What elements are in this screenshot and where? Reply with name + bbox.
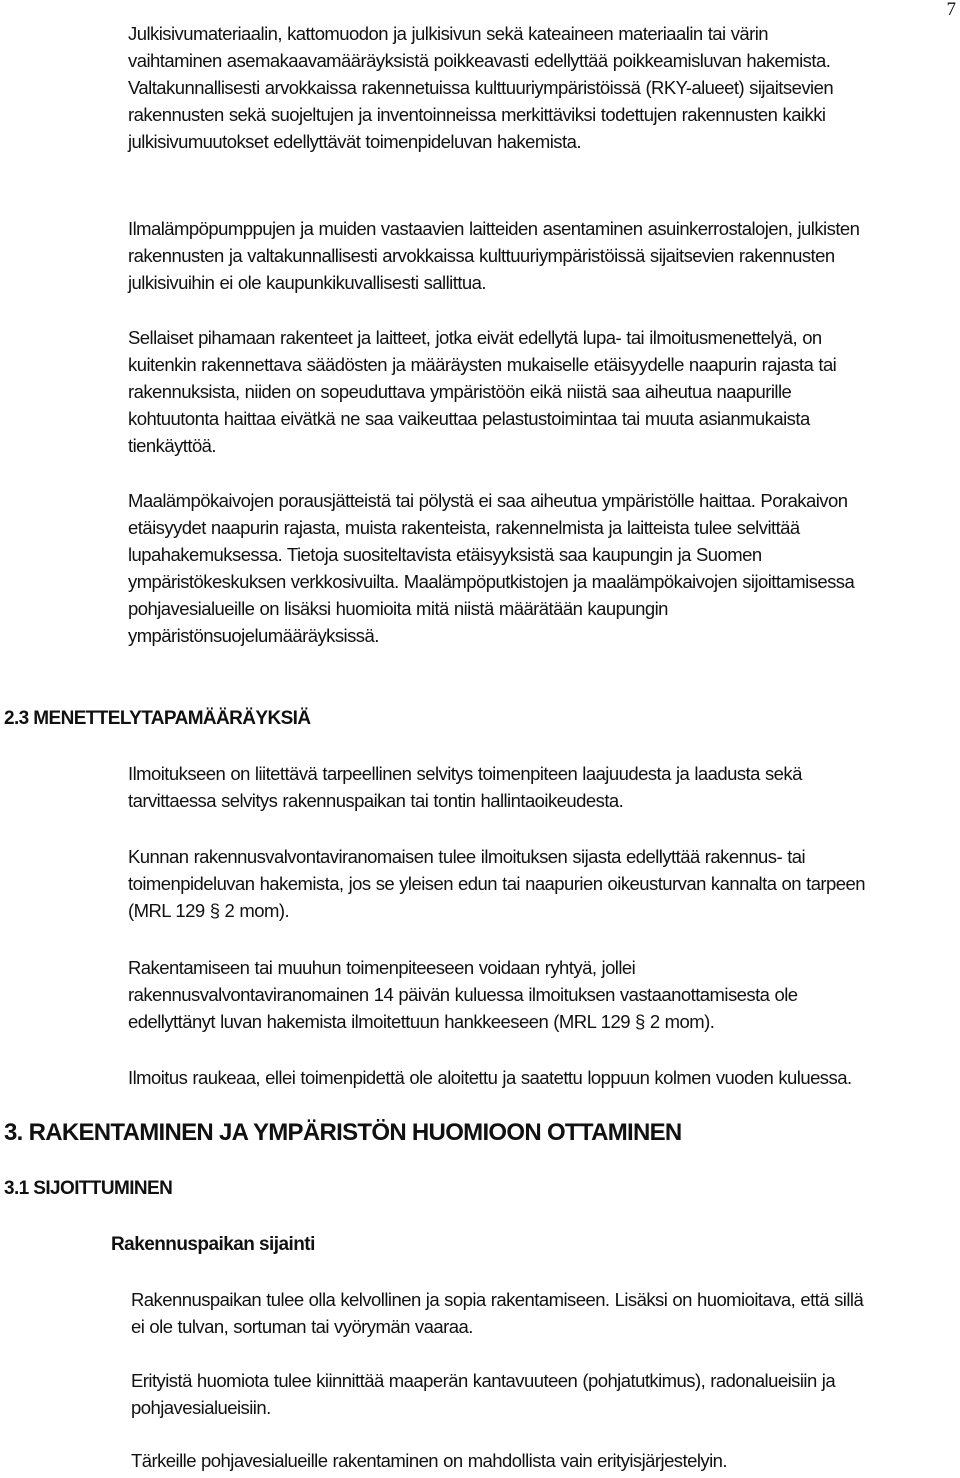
text-line: Kunnan rakennusvalvontaviranomaisen tulee ilmoituksen sijasta edellyttää rakennus- tai [128, 846, 806, 867]
text-line: Maalämpökaivojen porausjätteistä tai pölystä ei saa aiheutua ympäristölle haittaa. Porakaivon [128, 490, 848, 511]
paragraph-facade-changes [128, 20, 958, 155]
text-line: Erityistä huomiota tulee kiinnittää maaperän kantavuuteen (pohjatutkimus), radonalueisiin ja [131, 1370, 836, 1391]
paragraph-notification-attachments [128, 760, 958, 814]
text-line: Valtakunnallisesti arvokkaissa rakennetuissa kulttuuriympäristöissä (RKY-alueet) sijaitsevien [128, 77, 834, 98]
text-line: etäisyydet naapurin rajasta, muista rakenteista, rakennelmista ja laitteista tulee selvittää [128, 517, 800, 538]
text-line: (MRL 129 § 2 mom). [128, 900, 290, 921]
text-line: julkisivumuutokset edellyttävät toimenpideluvan hakemista. [128, 131, 581, 152]
text-line: kohtuutonta haittaa eivätkä ne saa vaikeuttaa pelastustoimintaa tai muuta asianmukaista [128, 408, 810, 429]
section-heading-2-3: 2.3 MENETTELYTAPAMÄÄRÄYKSIÄ [4, 708, 311, 729]
text-line: rakennuksista, niiden on sopeuduttava ympäristöön eikä niistä saa aiheutua naapurille [128, 381, 792, 402]
text-line: pohjavesialueisiin. [131, 1397, 271, 1418]
section-heading-3: 3. RAKENTAMINEN JA YMPÄRISTÖN HUOMIOON OTTAMINEN [4, 1119, 682, 1146]
text-line: rakennusten sekä suojeltujen ja inventoinneissa merkittäviksi todettujen rakennusten kaikki [128, 104, 826, 125]
paragraph-groundwater-areas [131, 1447, 956, 1474]
text-line: Rakentamiseen tai muuhun toimenpiteeseen voidaan ryhtyä, jollei [128, 957, 636, 978]
paragraph-geothermal-wells [128, 487, 958, 649]
text-line: vaihtaminen asemakaavamääräyksistä poikkeavasti edellyttää poikkeamisluvan hakemista. [128, 50, 831, 71]
paragraph-soil-bearing [131, 1367, 956, 1421]
text-line: Ilmoitus raukeaa, ellei toimenpidettä ole aloitettu ja saatettu loppuun kolmen vuoden kuluessa. [128, 1067, 852, 1088]
text-line: Rakennuspaikan tulee olla kelvollinen ja sopia rakentamiseen. Lisäksi on huomioitava, että sillä [131, 1289, 864, 1310]
text-line: Julkisivumateriaalin, kattomuodon ja julkisivun sekä kateaineen materiaalin tai värin [128, 23, 769, 44]
text-line: ei ole tulvan, sortuman tai vyörymän vaaraa. [131, 1316, 473, 1337]
paragraph-notification-expiry [128, 1064, 958, 1091]
text-line: Ilmoitukseen on liitettävä tarpeellinen selvitys toimenpiteen laajuudesta ja laadusta sekä [128, 763, 802, 784]
text-line: tienkäyttöä. [128, 435, 217, 456]
text-line: ympäristönsuojelumääräyksissä. [128, 625, 379, 646]
text-line: rakennusvalvontaviranomainen 14 päivän kuluessa ilmoituksen vastaanottamisesta ole [128, 984, 798, 1005]
paragraph-start-construction [128, 954, 958, 1035]
text-line: julkisivuihin ei ole kaupunkikuvallisesti sallittua. [128, 272, 486, 293]
text-line: toimenpideluvan hakemista, jos se yleisen edun tai naapurien oikeusturvan kannalta on tarpeen [128, 873, 865, 894]
paragraph-site-suitability [131, 1286, 956, 1340]
paragraph-permit-requirement [128, 843, 958, 924]
text-line: rakennusten ja valtakunnallisesti arvokkaissa kulttuuriympäristöissä sijaitsevien rakennusten [128, 245, 835, 266]
text-line: Tärkeille pohjavesialueille rakentaminen on mahdollista vain erityisjärjestelyin. [131, 1450, 727, 1471]
paragraph-yard-structures [128, 324, 958, 459]
section-heading-3-1: 3.1 SIJOITTUMINEN [4, 1178, 173, 1199]
text-line: tarvittaessa selvitys rakennuspaikan tai tontin hallintaoikeudesta. [128, 790, 624, 811]
text-line: kuitenkin rakennettava säädösten ja määräysten mukaiselle etäisyydelle naapurin rajasta tai [128, 354, 837, 375]
text-line: pohjavesialueille on lisäksi huomioita mitä niistä määrätään kaupungin [128, 598, 668, 619]
text-line: ympäristökeskuksen verkkosivuilta. Maalämpöputkistojen ja maalämpökaivojen sijoittamisessa [128, 571, 855, 592]
text-line: lupahakemuksessa. Tietoja suositeltavista etäisyyksistä saa kaupungin ja Suomen [128, 544, 762, 565]
paragraph-heat-pumps [128, 215, 958, 296]
page-number: 7 [946, 0, 956, 20]
text-line: Sellaiset pihamaan rakenteet ja laitteet, jotka eivät edellytä lupa- tai ilmoitusmenettelyä, on [128, 327, 822, 348]
text-line: Ilmalämpöpumppujen ja muiden vastaavien laitteiden asentaminen asuinkerrostalojen, julkisten [128, 218, 860, 239]
subheading-site-location: Rakennuspaikan sijainti [111, 1234, 315, 1255]
text-line: edellyttänyt luvan hakemista ilmoitettuun hankkeeseen (MRL 129 § 2 mom). [128, 1011, 715, 1032]
